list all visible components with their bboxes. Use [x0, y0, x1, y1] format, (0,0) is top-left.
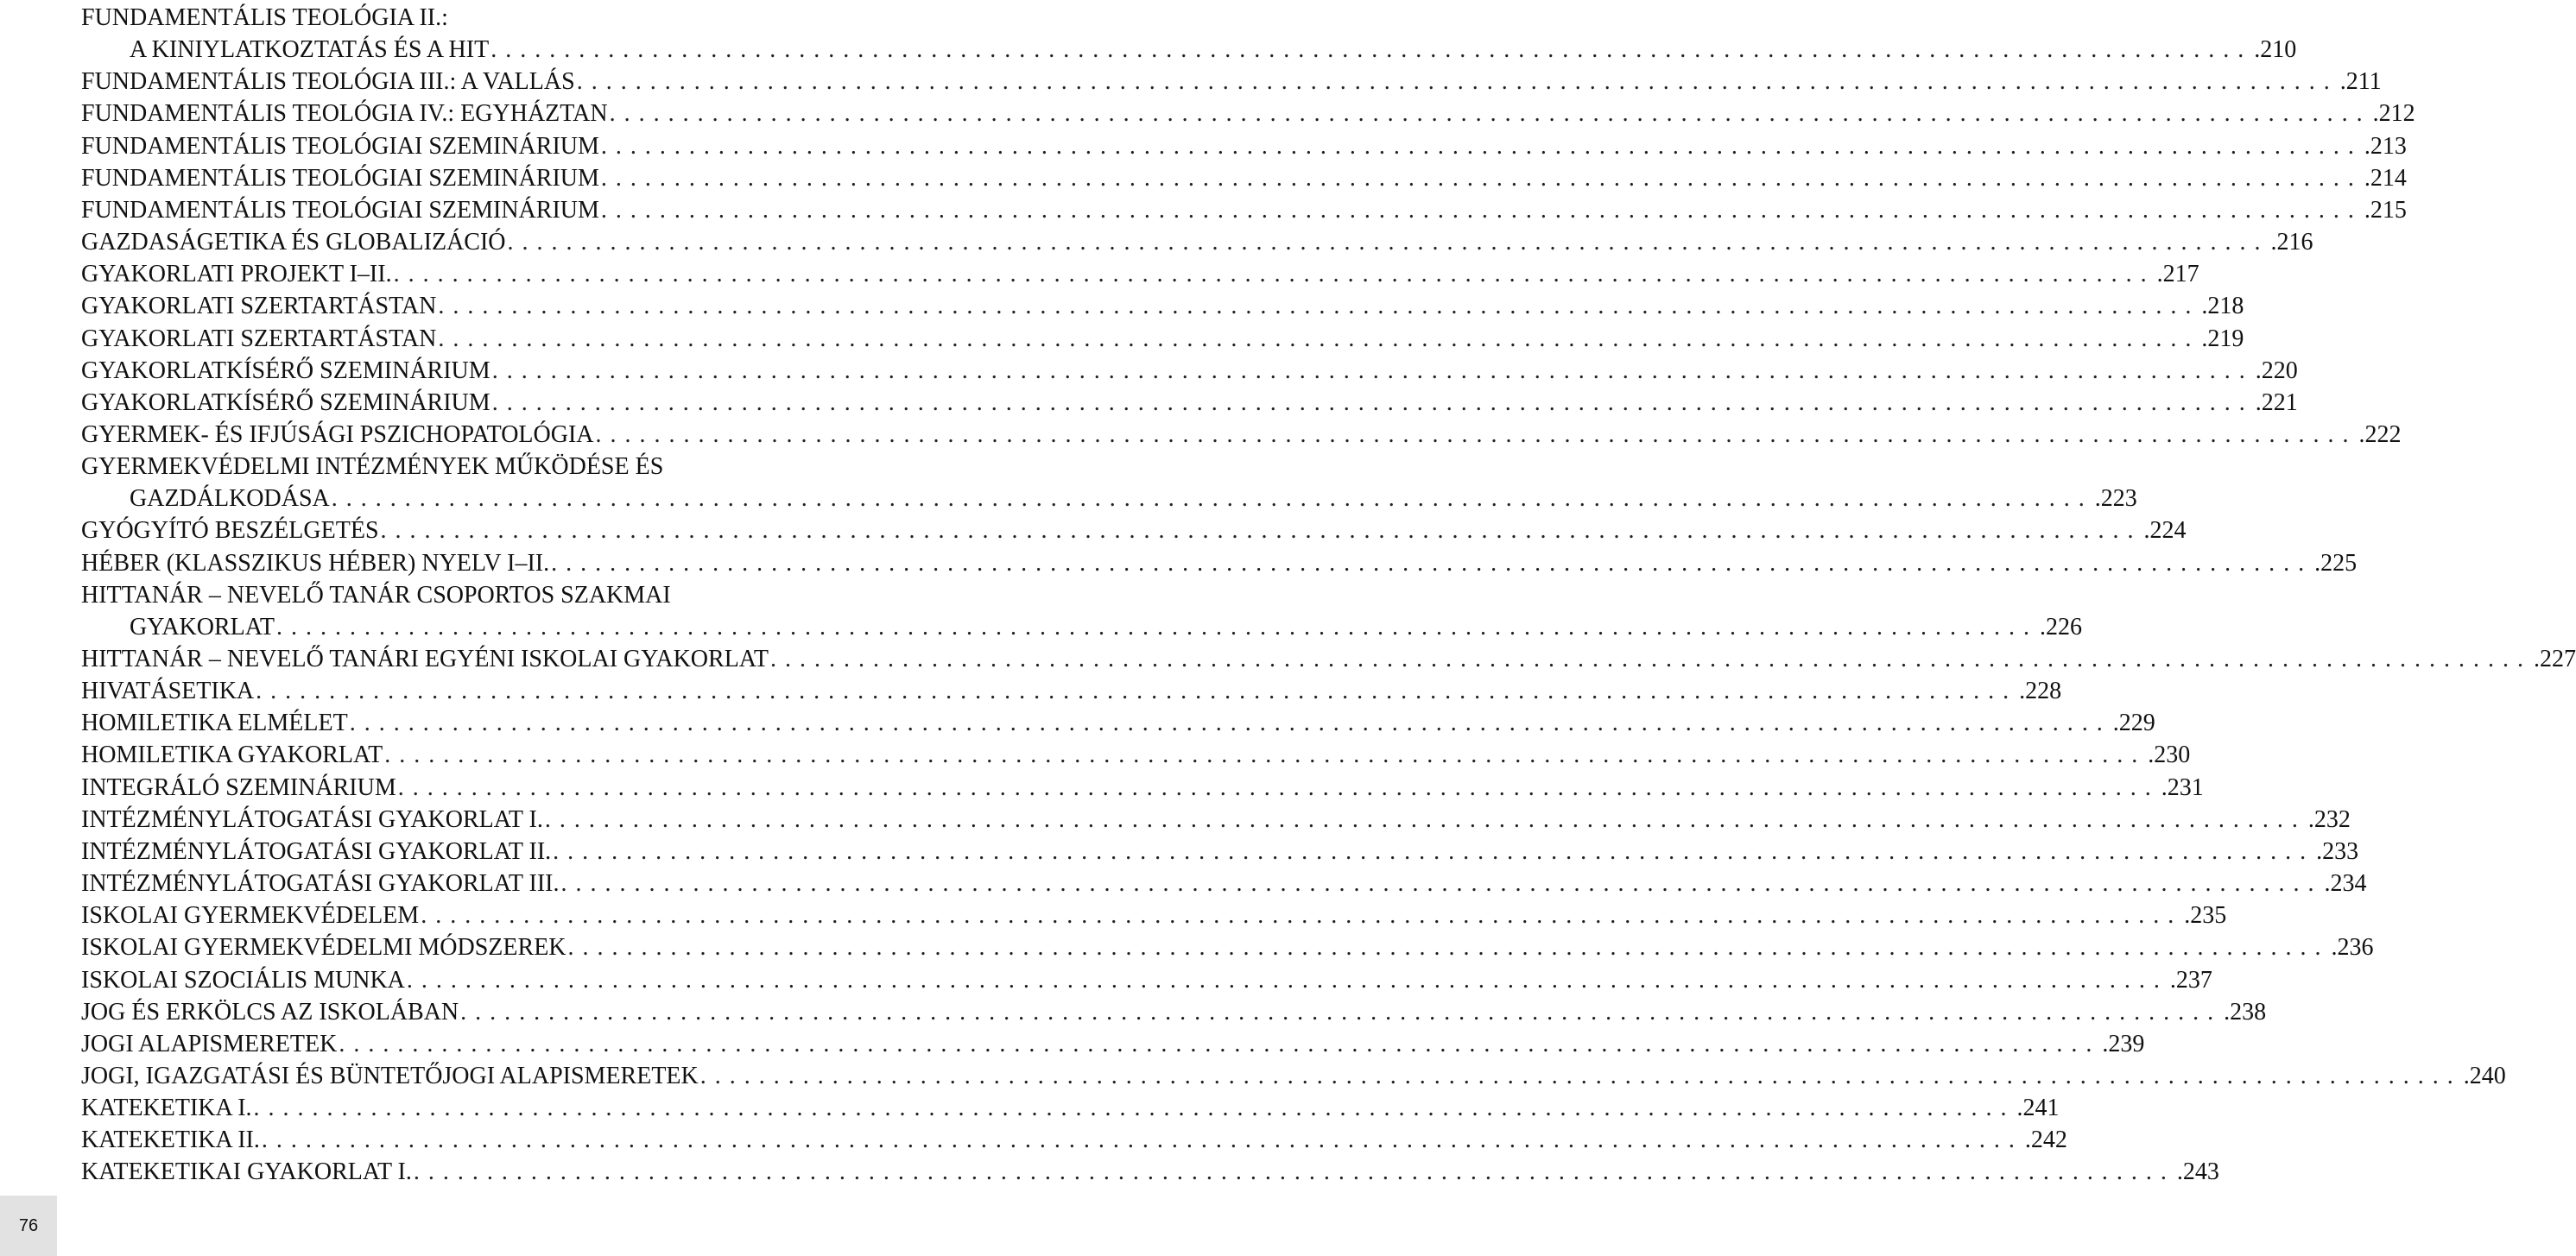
toc-entry-title: JOGI ALAPISMERETEK — [81, 1030, 338, 1057]
dot-leader: ........................................................................................................................ — [261, 1127, 2023, 1154]
toc-entry-row — [81, 547, 2358, 579]
dot-leader: ........................................................................................................................ — [507, 229, 2269, 256]
toc-entry — [81, 355, 2298, 387]
toc-entry — [81, 964, 2212, 996]
toc-entry-title: JOGI, IGAZGATÁSI ÉS BÜNTETŐJOGI ALAPISMERETEK — [81, 1062, 699, 1089]
dot-leader: ........................................................................................................................ — [491, 36, 2253, 63]
toc-entry-title: HOMILETIKA ELMÉLET — [81, 710, 348, 737]
toc-entry-row — [81, 1156, 2219, 1188]
toc-entry-page: .228 — [2019, 678, 2062, 705]
dot-leader: ........................................................................................................................ — [331, 485, 2093, 513]
toc-entry — [81, 290, 2244, 322]
toc-entry-row — [81, 66, 2382, 98]
toc-entry — [81, 323, 2244, 355]
toc-entry-row — [81, 804, 2351, 836]
dot-leader: ........................................................................................................................ — [393, 261, 2155, 288]
toc-entry-page: .223 — [2094, 485, 2137, 513]
toc-entry-page: .239 — [2102, 1030, 2145, 1057]
dot-leader: ........................................................................................................................ — [384, 742, 2147, 769]
dot-leader: ........................................................................................................................ — [339, 1030, 2101, 1057]
toc-entry-page: .218 — [2201, 293, 2244, 320]
toc-entry-title: GYAKORLATI PROJEKT I–II. — [81, 261, 392, 288]
dot-leader: ........................................................................................................................ — [600, 164, 2363, 192]
toc-entry-title: GYAKORLATKÍSÉRŐ SZEMINÁRIUM — [81, 388, 491, 416]
toc-entry-page: .243 — [2176, 1158, 2219, 1186]
toc-entry — [81, 451, 2137, 514]
toc-entry-title: GAZDÁLKODÁSA — [130, 485, 330, 513]
toc-entry-title: FUNDAMENTÁLIS TEOLÓGIA III.: A VALLÁS — [81, 68, 575, 96]
dot-leader: ........................................................................................................................ — [600, 196, 2363, 224]
toc-entry-row — [81, 34, 2297, 66]
dot-leader: ........................................................................................................................ — [770, 646, 2533, 672]
dot-leader: ........................................................................................................................ — [595, 420, 2358, 448]
dot-leader: ........................................................................................................................ — [560, 870, 2323, 898]
toc-entry-row — [81, 707, 2155, 739]
toc-entry-title: FUNDAMENTÁLIS TEOLÓGIAI SZEMINÁRIUM — [81, 164, 599, 192]
toc-entry — [81, 739, 2191, 771]
toc-entry-row — [81, 130, 2407, 162]
toc-entry — [81, 707, 2155, 739]
toc-entry-title: GYAKORLATKÍSÉRŐ SZEMINÁRIUM — [81, 357, 491, 384]
toc-entry-title: ISKOLAI SZOCIÁLIS MUNKA — [81, 966, 405, 994]
toc-entry-page: .229 — [2112, 710, 2155, 737]
toc-entry-page: .227 — [2534, 646, 2576, 672]
toc-entry-title: FUNDAMENTÁLIS TEOLÓGIAI SZEMINÁRIUM — [81, 132, 599, 160]
toc-entry-row — [81, 483, 2137, 514]
toc-entry-title-line: HITTANÁR – NEVELŐ TANÁR CSOPORTOS SZAKMAI — [81, 581, 671, 609]
dot-leader: ........................................................................................................................ — [406, 966, 2168, 994]
toc-entry-page: .210 — [2254, 36, 2297, 63]
toc-entry-page: .214 — [2364, 164, 2407, 192]
toc-entry-row — [81, 931, 2374, 963]
dot-leader: ........................................................................................................................ — [600, 132, 2363, 160]
toc-entry — [81, 772, 2204, 804]
toc-entry-title-line: FUNDAMENTÁLIS TEOLÓGIA II.: — [81, 4, 448, 31]
dot-leader: ........................................................................................................................ — [438, 325, 2200, 352]
toc-entry-row — [81, 323, 2244, 355]
toc-entry-page: .224 — [2143, 517, 2187, 545]
dot-leader: ........................................................................................................................ — [544, 805, 2307, 833]
toc-entry-title: A KINIYLATKOZTATÁS ÉS A HIT — [130, 36, 490, 63]
toc-entry — [81, 931, 2374, 963]
toc-entry-title: FUNDAMENTÁLIS TEOLÓGIAI SZEMINÁRIUM — [81, 196, 599, 224]
toc-entry — [81, 387, 2298, 419]
toc-entry-page: .231 — [2161, 773, 2204, 801]
toc-entry-row — [81, 387, 2298, 419]
toc-entry-page: .238 — [2224, 998, 2267, 1026]
toc-entry-row — [81, 162, 2407, 194]
toc-entry — [81, 836, 2359, 868]
toc-entry-title: INTÉZMÉNYLÁTOGATÁSI GYAKORLAT I. — [81, 805, 543, 833]
toc-entry — [81, 675, 2062, 707]
toc-entry-title: GYAKORLATI SZERTARTÁSTAN — [81, 293, 437, 320]
toc-entry-row — [81, 643, 2576, 675]
toc-entry-page: .213 — [2364, 132, 2407, 160]
toc-entry — [81, 226, 2313, 258]
toc-entry-page: .222 — [2358, 420, 2402, 448]
toc-entry-row — [81, 1028, 2145, 1060]
toc-entry-row — [81, 1060, 2506, 1092]
toc-entry-page: .240 — [2463, 1062, 2506, 1089]
toc-entry-row — [81, 355, 2298, 387]
toc-entry-page: .217 — [2156, 261, 2199, 288]
toc-entry-page: .219 — [2201, 325, 2244, 352]
toc-entry-page: .211 — [2339, 68, 2382, 96]
toc-entry — [81, 258, 2199, 290]
toc-entry-title: HÉBER (KLASSZIKUS HÉBER) NYELV I–II. — [81, 549, 550, 577]
toc-entry — [81, 1060, 2506, 1092]
dot-leader: ........................................................................................................................ — [551, 549, 2313, 577]
toc-entry-title: GYAKORLAT — [130, 613, 275, 641]
dot-leader: ........................................................................................................................ — [491, 357, 2254, 384]
dot-leader: ........................................................................................................................ — [491, 388, 2254, 416]
toc-entry-row — [81, 868, 2367, 899]
toc-entry — [81, 579, 2082, 643]
dot-leader: ........................................................................................................................ — [438, 293, 2200, 320]
dot-leader: ........................................................................................................................ — [256, 678, 2018, 705]
toc-entry — [81, 194, 2407, 226]
dot-leader: ........................................................................................................................ — [699, 1062, 2462, 1089]
toc-entry-page: .235 — [2184, 902, 2227, 930]
toc-entry-page: .220 — [2255, 357, 2298, 384]
toc-entry-title: GYÓGYÍTÓ BESZÉLGETÉS — [81, 517, 379, 545]
toc-entry-row — [81, 836, 2359, 868]
toc-entry — [81, 643, 2576, 675]
toc-entry — [81, 1124, 2067, 1156]
dot-leader: ........................................................................................................................ — [609, 100, 2371, 128]
dot-leader: ........................................................................................................................ — [460, 998, 2223, 1026]
dot-leader: ........................................................................................................................ — [253, 1095, 2016, 1122]
toc-entry-row — [81, 419, 2402, 451]
toc-entry-title: GYERMEK- ÉS IFJÚSÁGI PSZICHOPATOLÓGIA — [81, 420, 594, 448]
toc-entry — [81, 868, 2367, 899]
page-number-tab — [0, 1196, 57, 1256]
toc-entry — [81, 419, 2402, 451]
toc-entry-page: .212 — [2372, 100, 2415, 128]
toc-entry — [81, 514, 2187, 546]
toc-entry-page: .230 — [2148, 742, 2191, 769]
toc-entry-title: HIVATÁSETIKA — [81, 678, 255, 705]
toc-entry — [81, 130, 2407, 162]
toc-entry-row — [81, 290, 2244, 322]
toc-entry-row — [81, 98, 2415, 129]
toc-entry-title: ISKOLAI GYERMEKVÉDELMI MÓDSZEREK — [81, 934, 566, 962]
dot-leader: ........................................................................................................................ — [413, 1158, 2175, 1186]
toc-entry-page: .215 — [2364, 196, 2407, 224]
toc-entry-row — [81, 996, 2267, 1028]
toc-entry-title: INTEGRÁLÓ SZEMINÁRIUM — [81, 773, 396, 801]
toc-entry-row — [81, 226, 2313, 258]
toc-entry — [81, 1156, 2219, 1188]
toc-entry — [81, 899, 2227, 931]
toc-entry-page: .233 — [2316, 837, 2359, 865]
toc-entry-row — [81, 1124, 2067, 1156]
toc-entry-title: HOMILETIKA GYAKORLAT — [81, 742, 383, 769]
toc-entry — [81, 162, 2407, 194]
toc-entry-title: KATEKETIKA I. — [81, 1095, 252, 1122]
toc-entry-row — [81, 514, 2187, 546]
toc-entry-page: .237 — [2169, 966, 2212, 994]
toc-entry-page: .236 — [2331, 934, 2374, 962]
toc-entry-title: JOG ÉS ERKÖLCS AZ ISKOLÁBAN — [81, 998, 459, 1026]
toc-entry-page: .226 — [2040, 613, 2082, 641]
dot-leader: ........................................................................................................................ — [397, 773, 2160, 801]
toc-entry — [81, 996, 2267, 1028]
toc-entry-page: .242 — [2024, 1127, 2067, 1154]
toc-entry — [81, 804, 2351, 836]
toc-entry-title: INTÉZMÉNYLÁTOGATÁSI GYAKORLAT III. — [81, 870, 560, 898]
toc-entry-title-line: GYERMEKVÉDELMI INTÉZMÉNYEK MŰKÖDÉSE ÉS — [81, 453, 664, 481]
toc-entry-row — [81, 964, 2212, 996]
dot-leader: ........................................................................................................................ — [276, 613, 2038, 641]
toc-entry-row — [81, 1092, 2060, 1124]
toc-entry — [81, 66, 2382, 98]
toc-entry-page: .221 — [2255, 388, 2298, 416]
toc-entry-title: GYAKORLATI SZERTARTÁSTAN — [81, 325, 437, 352]
toc-entry-row — [81, 258, 2199, 290]
toc-entry-title: ISKOLAI GYERMEKVÉDELEM — [81, 902, 420, 930]
toc-entry — [81, 98, 2415, 129]
toc-entry-row — [81, 899, 2227, 931]
toc-entry — [81, 1028, 2145, 1060]
dot-leader: ........................................................................................................................ — [576, 68, 2339, 96]
toc-entry — [81, 1092, 2060, 1124]
toc-entry — [81, 547, 2358, 579]
toc-entry-row — [81, 611, 2082, 643]
toc-entry-page: .225 — [2314, 549, 2358, 577]
toc-entry-row — [81, 194, 2407, 226]
dot-leader: ........................................................................................................................ — [553, 837, 2315, 865]
toc-entry-page: .234 — [2324, 870, 2367, 898]
toc-entry-title: GAZDASÁGETIKA ÉS GLOBALIZÁCIÓ — [81, 229, 506, 256]
toc-entry-page: .241 — [2016, 1095, 2060, 1122]
toc-entry-title: INTÉZMÉNYLÁTOGATÁSI GYAKORLAT II. — [81, 837, 552, 865]
toc-entry-page: .216 — [2270, 229, 2313, 256]
toc-entry-page: .232 — [2307, 805, 2351, 833]
toc-entry-row — [81, 739, 2191, 771]
toc-entry-title: HITTANÁR – NEVELŐ TANÁRI EGYÉNI ISKOLAI GYAKORLAT — [81, 646, 769, 672]
dot-leader: ........................................................................................................................ — [380, 517, 2142, 545]
toc-entry-title: KATEKETIKA II. — [81, 1127, 260, 1154]
dot-leader: ........................................................................................................................ — [421, 902, 2183, 930]
dot-leader: ........................................................................................................................ — [349, 710, 2111, 737]
page-number: 76 — [18, 1215, 39, 1235]
toc-entry-title: KATEKETIKAI GYAKORLAT I. — [81, 1158, 412, 1186]
toc-entry-row — [81, 675, 2062, 707]
toc-entry-row — [81, 772, 2204, 804]
toc-entry — [81, 2, 2297, 66]
toc-entry-title: FUNDAMENTÁLIS TEOLÓGIA IV.: EGYHÁZTAN — [81, 100, 608, 128]
dot-leader: ........................................................................................................................ — [567, 934, 2330, 962]
